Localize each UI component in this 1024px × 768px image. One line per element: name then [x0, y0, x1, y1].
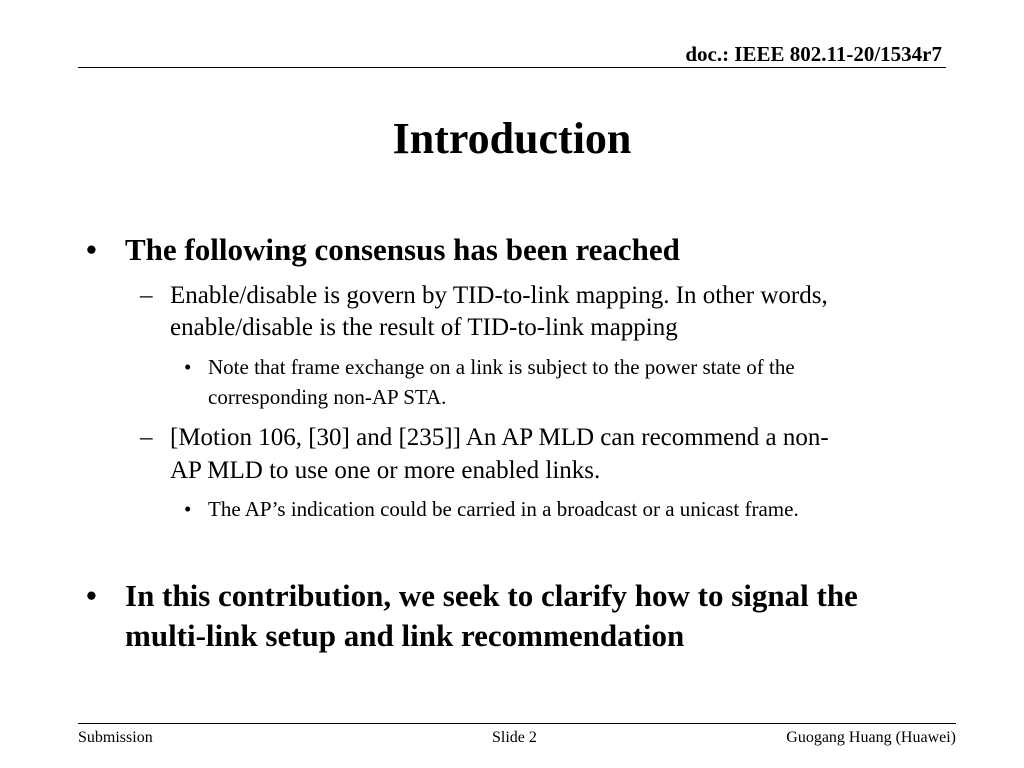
bullet-level1-text: The following consensus has been reached: [125, 232, 680, 267]
bullet-marker: •: [184, 355, 192, 379]
footer-submission: Submission: [78, 729, 153, 746]
bullet-level2-line: [Motion 106, [30] and [235]] An AP MLD can recommend a non-: [170, 424, 829, 451]
slide-title: Introduction: [392, 114, 632, 163]
bullet-marker: •: [184, 497, 192, 521]
dash-marker: –: [140, 424, 153, 451]
bullet-level3-line: The AP’s indication could be carried in a broadcast or a unicast frame.: [208, 497, 799, 521]
bullet-level2-line: Enable/disable is govern by TID-to-link mapping. In other words,: [170, 282, 828, 309]
bullet-marker: •: [86, 578, 97, 613]
footer-author: Guogang Huang (Huawei): [786, 729, 956, 746]
document-reference: doc.: IEEE 802.11-20/1534r7: [685, 42, 942, 66]
footer-slide-number: Slide 2: [492, 729, 537, 746]
bullet-marker: •: [86, 232, 97, 267]
bullet-level2-line: enable/disable is the result of TID-to-link mapping: [170, 314, 678, 341]
bullet-level1-line: In this contribution, we seek to clarify how to signal the: [125, 578, 858, 613]
bullet-level3-line: corresponding non-AP STA.: [208, 385, 447, 409]
bullet-level1-line: multi-link setup and link recommendation: [125, 618, 685, 653]
dash-marker: –: [140, 282, 153, 309]
header-divider: [78, 67, 946, 68]
bullet-level3-line: Note that frame exchange on a link is subject to the power state of the: [208, 355, 795, 379]
footer-divider: [78, 723, 956, 724]
bullet-level2-line: AP MLD to use one or more enabled links.: [170, 457, 601, 484]
